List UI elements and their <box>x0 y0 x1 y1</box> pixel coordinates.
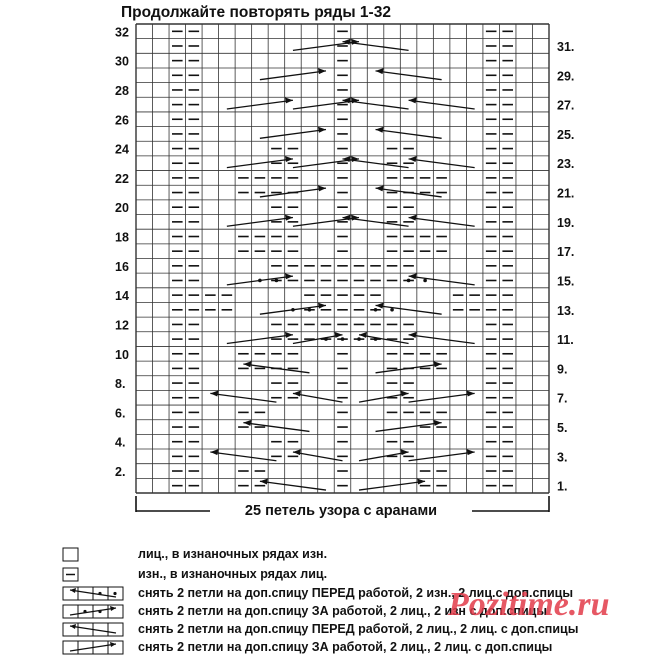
cable-arrow <box>409 100 475 109</box>
chart-title: Продолжайте повторять ряды 1-32 <box>121 4 391 21</box>
chart-grid <box>136 24 549 493</box>
row-number-left: 14 <box>115 289 129 304</box>
cable-arrowhead <box>409 215 417 221</box>
cable-arrow <box>409 452 475 461</box>
cable-arrow <box>376 130 442 139</box>
cable-arrowhead <box>318 185 326 191</box>
purl-cell-icon <box>62 567 126 582</box>
cable-right-back-dots-icon <box>62 604 126 619</box>
row-number-right: 27. <box>557 98 575 113</box>
cable-arrow <box>210 452 276 461</box>
cable-arrow <box>409 217 475 226</box>
legend-cell <box>63 548 78 561</box>
row-number-left: 32 <box>115 25 129 40</box>
row-number-left: 4. <box>115 435 126 450</box>
cable-arrowhead <box>318 127 326 133</box>
row-number-left: 8. <box>115 377 126 392</box>
cable-arrowhead <box>243 361 251 367</box>
cable-dot <box>275 279 279 283</box>
cable-dot <box>83 610 86 613</box>
legend-text: снять 2 петли на доп.спицу ПЕРЕД работой, 2 лиц., 2 лиц. с доп.спицы <box>138 622 579 636</box>
row-number-left: 10 <box>115 347 129 362</box>
cable-arrowhead <box>376 303 384 309</box>
cable-dot <box>98 592 101 595</box>
cable-arrow <box>260 130 326 139</box>
row-number-left: 2. <box>115 465 126 480</box>
cable-arrowhead <box>401 449 409 455</box>
row-number-right: 1. <box>557 479 568 494</box>
row-number-left: 24 <box>115 142 129 157</box>
legend-symbol <box>62 622 126 642</box>
cable-arrow <box>260 71 326 80</box>
row-number-right: 13. <box>557 303 575 318</box>
row-number-right: 7. <box>557 391 568 406</box>
cable-dot <box>374 337 378 341</box>
cable-dot <box>423 279 427 283</box>
cable-arrowhead <box>409 273 417 279</box>
legend-symbol <box>62 640 126 660</box>
row-number-left: 22 <box>115 171 129 186</box>
cable-arrow <box>210 393 276 402</box>
row-number-left: 16 <box>115 259 129 274</box>
legend-text: изн., в изнаночных рядах лиц. <box>138 567 328 581</box>
cable-arrow <box>243 364 309 373</box>
left-row-numbers <box>115 25 129 479</box>
cable-arrowhead <box>243 420 251 426</box>
cable-dot <box>258 279 262 283</box>
cable-dot <box>98 610 101 613</box>
cable-dot <box>341 337 345 341</box>
cable-arrowhead <box>285 97 293 103</box>
row-number-right: 29. <box>557 69 575 84</box>
cable-arrowhead <box>285 215 293 221</box>
row-number-right: 21. <box>557 186 575 201</box>
cable-arrows <box>210 39 474 490</box>
cable-dot <box>308 308 312 312</box>
cable-arrow <box>376 305 442 314</box>
cable-arrow <box>343 100 409 109</box>
cable-arrow <box>243 423 309 432</box>
cable-arrowhead <box>409 97 417 103</box>
cable-arrow <box>260 188 326 197</box>
legend-symbol <box>62 604 126 624</box>
legend-row <box>58 547 658 563</box>
cable-arrow <box>227 100 293 109</box>
cable-dot <box>113 592 116 595</box>
cable-arrow <box>260 481 326 490</box>
cable-arrowhead <box>376 185 384 191</box>
cable-arrowhead <box>210 449 218 455</box>
row-number-right: 17. <box>557 245 575 260</box>
row-number-right: 19. <box>557 215 575 230</box>
cable-arrowhead <box>293 391 301 397</box>
cable-arrow <box>376 71 442 80</box>
legend-cell <box>108 623 123 636</box>
stitch-count-bracket <box>136 496 549 519</box>
cable-dot <box>390 308 394 312</box>
cable-arrow <box>376 188 442 197</box>
legend-symbol <box>62 586 126 606</box>
cable-arrowhead <box>335 332 343 338</box>
row-number-left: 12 <box>115 318 129 333</box>
cable-arrowhead <box>359 332 367 338</box>
legend-row <box>58 640 658 656</box>
row-number-right: 5. <box>557 421 568 436</box>
cable-arrowhead <box>318 303 326 309</box>
row-number-left: 6. <box>115 406 126 421</box>
legend-cell <box>63 605 78 618</box>
cable-right-back-icon <box>62 640 126 655</box>
cable-dot <box>324 337 328 341</box>
cable-arrow <box>343 159 409 168</box>
cable-arrowhead <box>467 449 475 455</box>
cable-arrowhead <box>260 478 268 484</box>
cable-arrow <box>376 423 442 432</box>
cable-arrow <box>409 393 475 402</box>
cable-dot <box>407 279 411 283</box>
cable-left-front-icon <box>62 622 126 637</box>
cable-arrow <box>409 335 475 344</box>
legend-text: лиц., в изнаночных рядах изн. <box>138 547 328 561</box>
row-number-right: 25. <box>557 127 575 142</box>
cable-dot <box>374 308 378 312</box>
cable-left-front-dots-icon <box>62 586 126 601</box>
cable-arrowhead <box>210 391 218 397</box>
stitch-count-label: 25 петель узора с аранами <box>244 503 438 519</box>
cable-arrowhead <box>376 127 384 133</box>
cable-arrowhead <box>318 68 326 74</box>
row-number-right: 15. <box>557 274 575 289</box>
row-number-right: 9. <box>557 362 568 377</box>
cable-arrowhead <box>285 273 293 279</box>
legend-text: снять 2 петли на доп.спицу ЗА работой, 2 лиц., 2 изн с доп.спицы <box>138 604 548 618</box>
cable-arrowhead <box>293 449 301 455</box>
cable-dot <box>291 308 295 312</box>
cable-arrow <box>227 335 293 344</box>
row-number-right: 31. <box>557 39 575 54</box>
empty-cell-icon <box>62 547 126 562</box>
cable-arrow <box>227 217 293 226</box>
cable-arrow <box>343 217 409 226</box>
row-number-left: 18 <box>115 230 129 245</box>
row-number-left: 30 <box>115 54 129 69</box>
watermark-logo: Pozitime.ru <box>448 586 610 623</box>
cable-arrow <box>409 159 475 168</box>
legend-cell <box>63 641 78 654</box>
cable-arrowhead <box>285 332 293 338</box>
row-number-right: 23. <box>557 157 575 172</box>
cable-arrowhead <box>434 361 442 367</box>
row-number-right: 11. <box>557 333 574 348</box>
cable-arrow <box>227 159 293 168</box>
cable-arrowhead <box>409 156 417 162</box>
cable-arrow <box>343 42 409 51</box>
row-number-right: 3. <box>557 450 568 465</box>
cable-arrowhead <box>376 68 384 74</box>
cable-arrowhead <box>285 156 293 162</box>
legend-row <box>58 622 658 638</box>
legend-row <box>58 567 658 583</box>
cable-arrowhead <box>467 391 475 397</box>
cable-arrow <box>359 481 425 490</box>
cable-arrowhead <box>417 478 425 484</box>
legend-symbol <box>62 547 126 567</box>
cable-arrowhead <box>401 391 409 397</box>
legend-symbol <box>62 567 126 587</box>
cable-arrowhead <box>409 332 417 338</box>
cable-arrow <box>409 276 475 285</box>
right-row-numbers <box>557 40 574 494</box>
row-number-left: 28 <box>115 83 129 98</box>
legend-text: снять 2 петли на доп.спицу ЗА работой, 2 лиц., 2 лиц. с доп.спицы <box>138 640 553 654</box>
cable-arrow <box>376 364 442 373</box>
row-number-left: 20 <box>115 201 129 216</box>
cable-dot <box>357 337 361 341</box>
legend-text: снять 2 петли на доп.спицу ПЕРЕД работой, 2 изн., 2 лиц.с доп.спицы <box>138 586 574 600</box>
cable-arrowhead <box>434 420 442 426</box>
row-number-left: 26 <box>115 113 129 128</box>
